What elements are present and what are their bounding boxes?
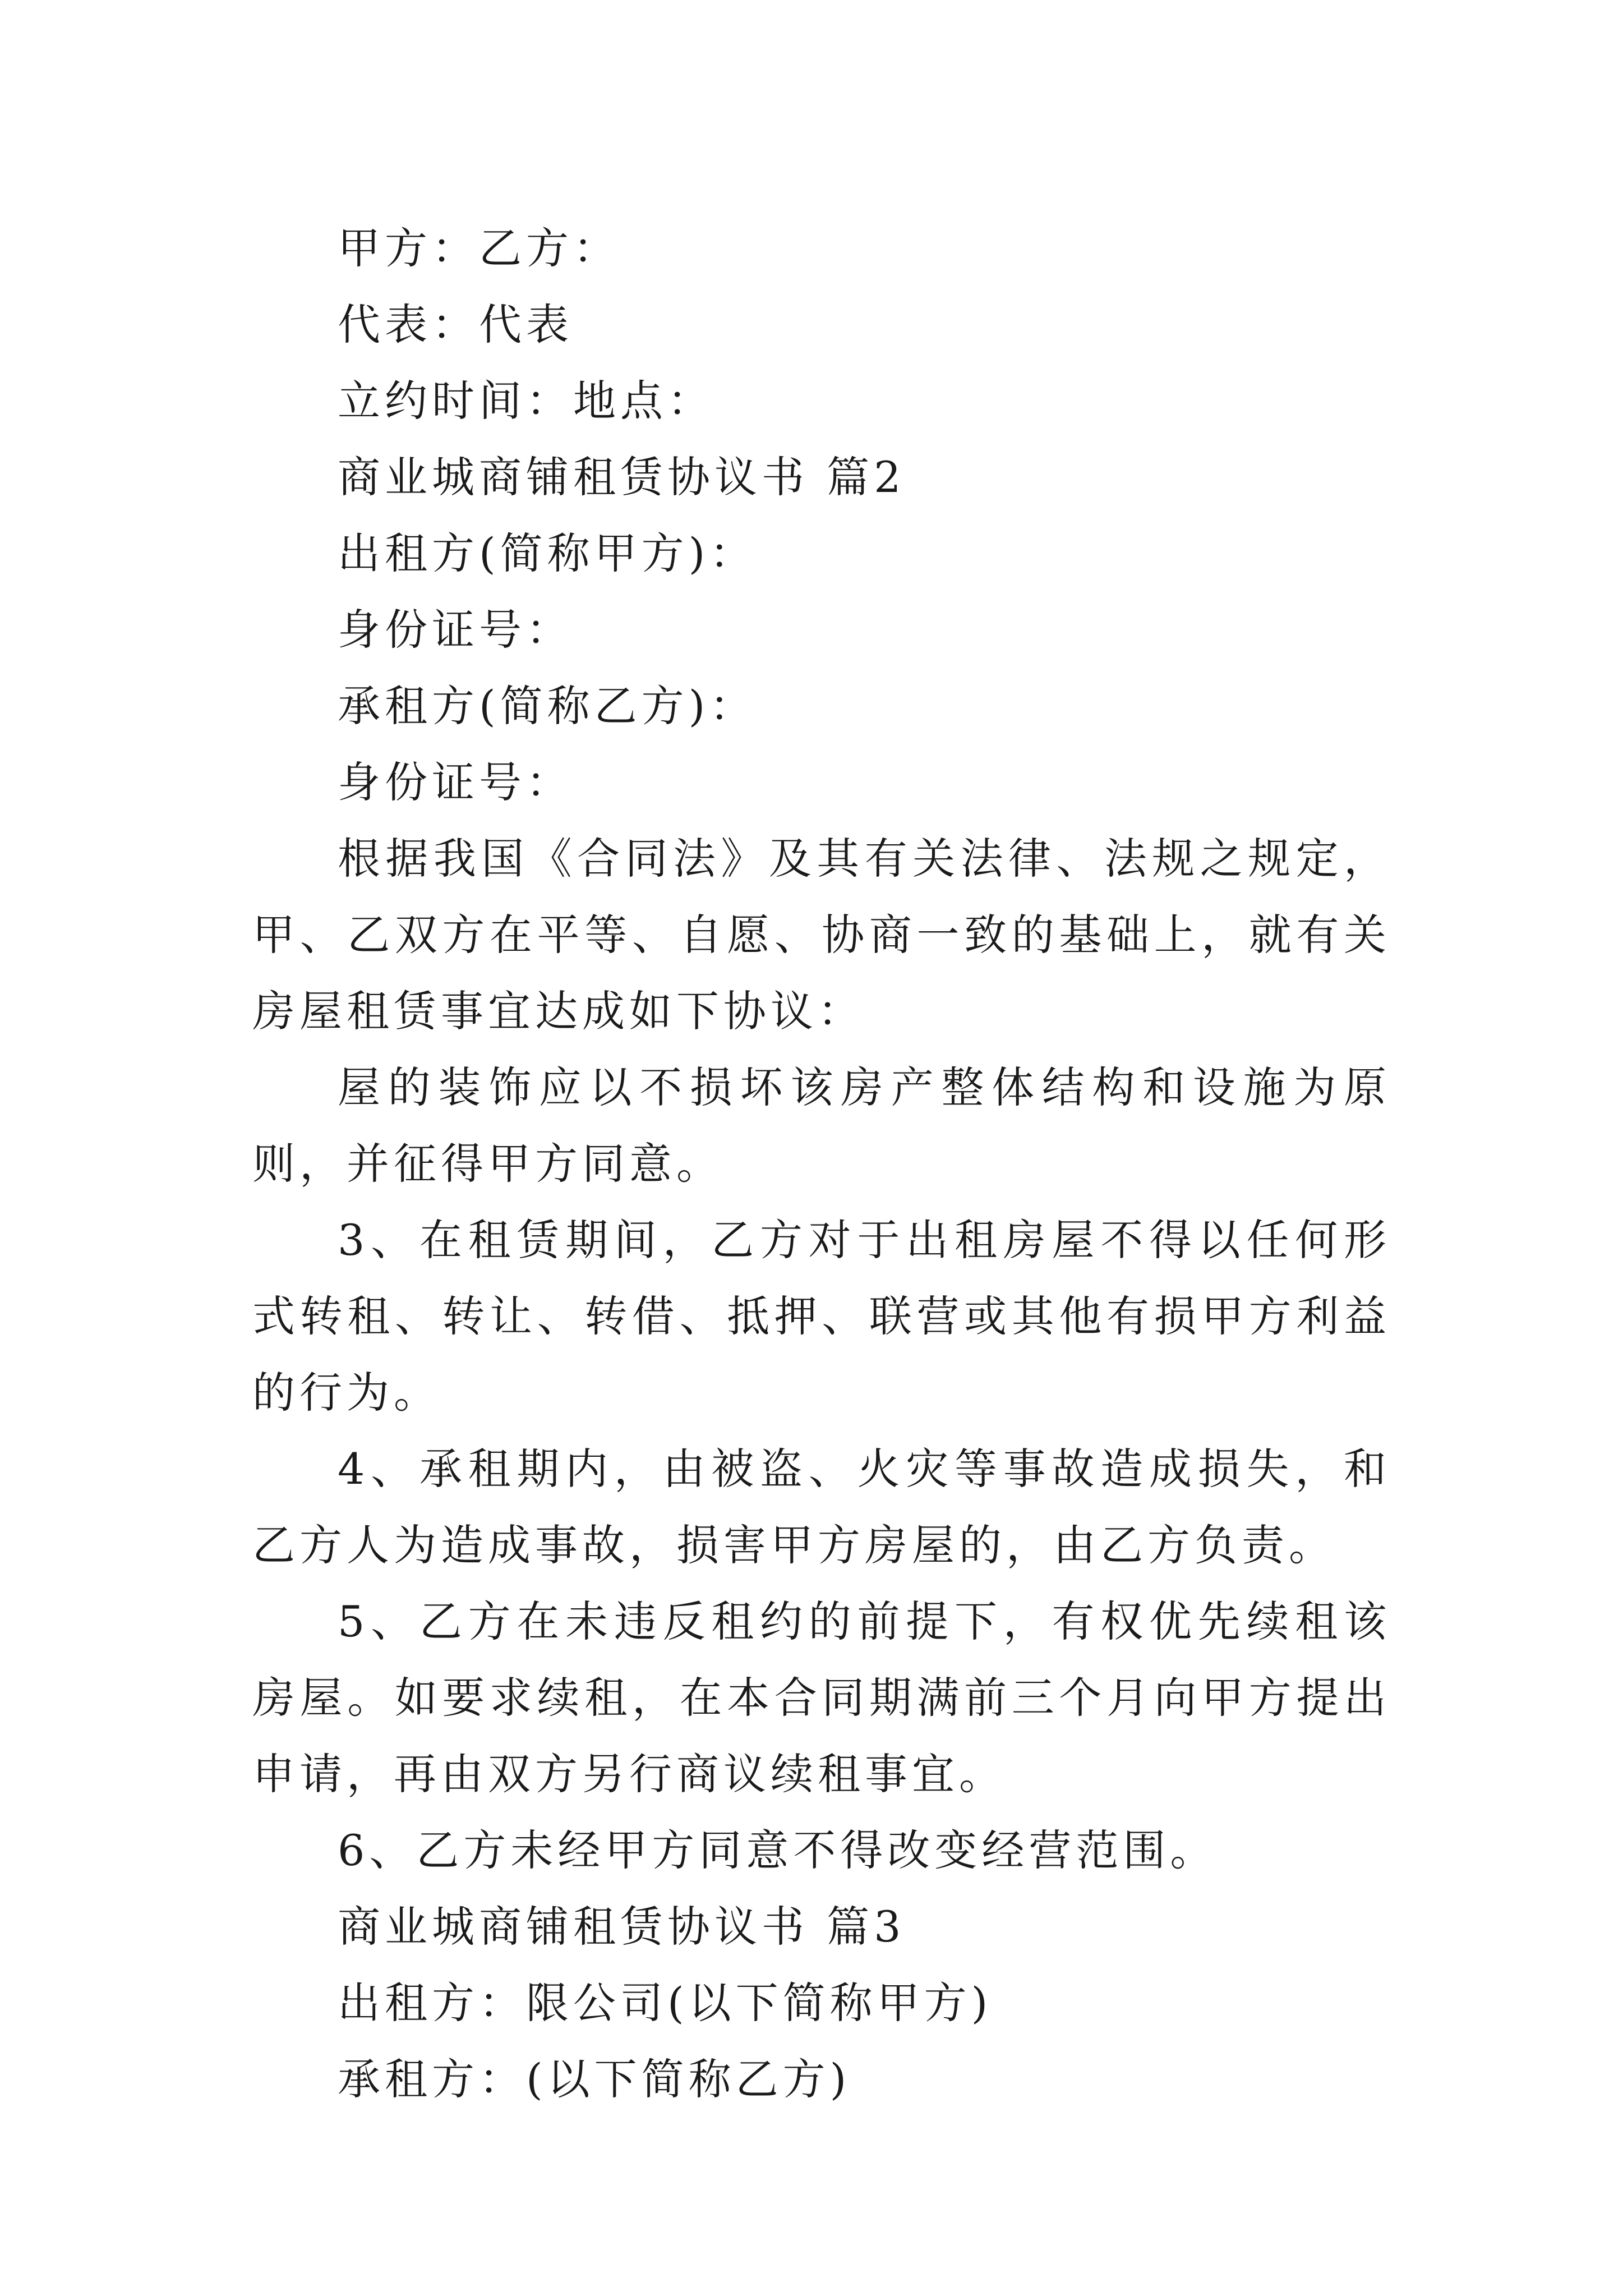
section-heading-2: 商业城商铺租赁协议书 篇2 [338, 452, 906, 502]
lessor-id-line: 身份证号： [338, 605, 573, 655]
party-line: 甲方：乙方： [338, 223, 620, 273]
lessor-line: 出租方(简称甲方)： [338, 528, 757, 578]
lessee-line-3: 承租方：(以下简称乙方) [338, 2054, 851, 2104]
paragraph-clause-4: 4、承租期内，由被盗、火灾等事故造成损失，和乙方人为造成事故，损害甲方房屋的，由乙方负责。 [252, 1444, 1391, 1570]
paragraph-decoration: 屋的装饰应以不损坏该房产整体结构和设施为原则，并征得甲方同意。 [252, 1062, 1391, 1189]
representative-line: 代表：代表 [338, 300, 573, 349]
lessee-id-line: 身份证号： [338, 757, 573, 807]
document-body [252, 210, 1391, 2118]
section-heading-3: 商业城商铺租赁协议书 篇3 [338, 1902, 906, 1952]
lessor-line-3: 出租方：限公司(以下简称甲方) [338, 1978, 993, 2028]
clause-6-line: 6、乙方未经甲方同意不得改变经营范围。 [338, 1825, 1218, 1875]
paragraph-clause-3: 3、在租赁期间，乙方对于出租房屋不得以任何形式转租、转让、转借、抵押、联营或其他有损甲方利益的行为。 [252, 1215, 1391, 1418]
paragraph-clause-5: 5、乙方在未违反租约的前提下，有权优先续租该房屋。如要求续租，在本合同期满前三个月向甲方提出申请，再由双方另行商议续租事宜。 [252, 1596, 1391, 1799]
lessee-line: 承租方(简称乙方)： [338, 681, 757, 731]
paragraph-intro: 根据我国《合同法》及其有关法律、法规之规定，甲、乙双方在平等、自愿、协商一致的基础上，就有关房屋租赁事宜达成如下协议： [252, 834, 1391, 1036]
time-place-line: 立约时间：地点： [338, 376, 714, 426]
